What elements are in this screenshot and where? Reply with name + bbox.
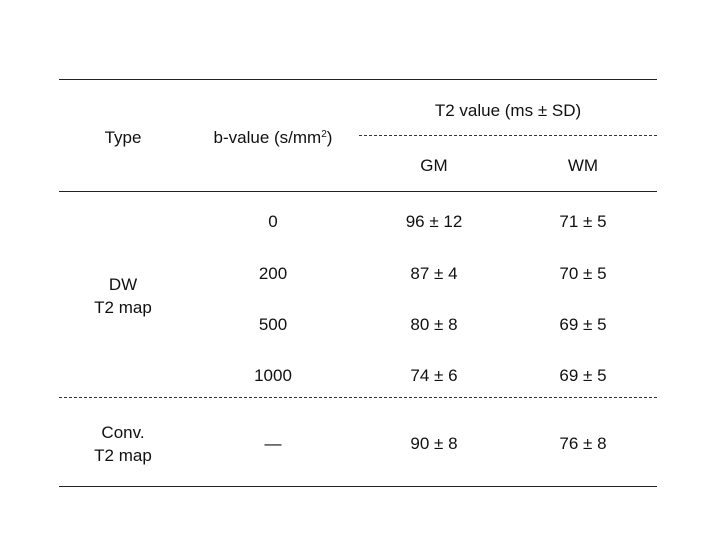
cell-wm: 69 ± 5 <box>559 366 607 385</box>
group-label-conv <box>59 423 187 466</box>
header-bvalue <box>187 128 359 148</box>
header-bottom-rule <box>59 191 657 192</box>
header-bvalue-prefix: b-value (s/mm <box>213 128 322 147</box>
cell-bvalue: 1000 <box>254 366 292 385</box>
header-bvalue-suffix: ) <box>326 128 333 147</box>
header-type: Type <box>104 128 142 147</box>
cell-bvalue: 200 <box>258 264 288 283</box>
group-divider-dashed-rule <box>59 397 657 398</box>
cell-wm: 71 ± 5 <box>559 212 607 231</box>
cell-gm: 96 ± 12 <box>405 212 463 231</box>
cell-bvalue: — <box>264 434 282 453</box>
table-bottom-rule <box>59 486 657 487</box>
cell-gm: 90 ± 8 <box>410 434 458 453</box>
header-bvalue-superscript: 2 <box>321 129 327 140</box>
cell-bvalue: 500 <box>258 315 288 334</box>
header-wm: WM <box>567 156 599 175</box>
cell-wm: 76 ± 8 <box>559 434 607 453</box>
header-gm: GM <box>420 156 448 175</box>
cell-wm: 69 ± 5 <box>559 315 607 334</box>
cell-gm: 87 ± 4 <box>410 264 458 283</box>
group-label-line2: T2 map <box>94 446 152 465</box>
group-label-line1: Conv. <box>101 423 145 442</box>
group-label-dw <box>59 275 187 318</box>
cell-gm: 74 ± 6 <box>410 366 458 385</box>
cell-gm: 80 ± 8 <box>410 315 458 334</box>
table-top-rule <box>59 79 657 80</box>
group-label-line2: T2 map <box>94 298 152 317</box>
header-t2-group: T2 value (ms ± SD) <box>434 101 582 120</box>
cell-wm: 70 ± 5 <box>559 264 607 283</box>
header-group-dashed-rule <box>359 135 657 136</box>
group-label-line1: DW <box>108 275 138 294</box>
cell-bvalue: 0 <box>268 212 278 231</box>
